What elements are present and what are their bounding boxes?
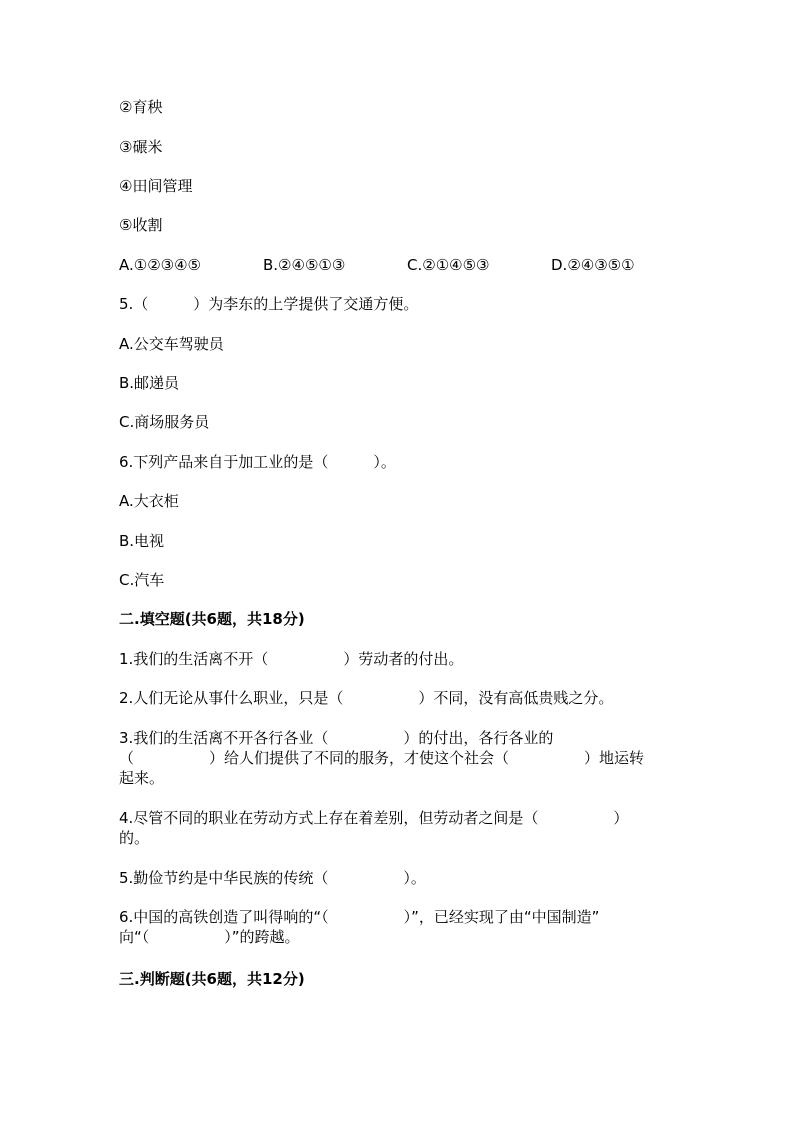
q6-option-c: C.汽车 — [119, 571, 165, 589]
fill-question-4-cont: 的。 — [119, 829, 150, 847]
q4-option-d: D.②④③⑤① — [551, 256, 635, 274]
q5-stem: 5.（ ）为李东的上学提供了交通方便。 — [119, 295, 419, 313]
q6-stem: 6.下列产品来自于加工业的是（ ）。 — [119, 453, 396, 471]
q6-option-b: B.电视 — [119, 532, 165, 550]
step-item: ④田间管理 — [119, 177, 193, 195]
fill-question-1: 1.我们的生活离不开（ ）劳动者的付出。 — [119, 650, 464, 668]
q4-option-c: C.②①④⑤③ — [407, 256, 490, 274]
fill-question-3-cont: （ ）给人们提供了不同的服务，才使这个社会（ ）地运转 — [119, 749, 645, 767]
section-heading: 二.填空题(共6题，共18分) — [119, 610, 305, 628]
step-item: ③碾米 — [119, 138, 163, 156]
fill-question-4: 4.尽管不同的职业在劳动方式上存在着差别，但劳动者之间是（ ） — [119, 809, 629, 827]
q4-option-b: B.②④⑤①③ — [263, 256, 346, 274]
fill-question-3-cont: 起来。 — [119, 769, 165, 787]
q5-option-a: A.公交车驾驶员 — [119, 335, 224, 353]
q6-option-a: A.大衣柜 — [119, 492, 179, 510]
step-item: ②育秧 — [119, 98, 163, 116]
fill-question-2: 2.人们无论从事什么职业，只是（ ）不同，没有高低贵贱之分。 — [119, 689, 614, 707]
section-heading: 三.判断题(共6题，共12分) — [119, 970, 305, 988]
q5-option-b: B.邮递员 — [119, 374, 180, 392]
fill-question-3: 3.我们的生活离不开各行各业（ ）的付出，各行各业的 — [119, 729, 554, 747]
q5-option-c: C.商场服务员 — [119, 413, 210, 431]
q4-option-a: A.①②③④⑤ — [119, 256, 202, 274]
step-item: ⑤收割 — [119, 216, 163, 234]
fill-question-6: 6.中国的高铁创造了叫得响的“（ ）”，已经实现了由“中国制造” — [119, 908, 600, 926]
fill-question-5: 5.勤俭节约是中华民族的传统（ ）。 — [119, 869, 426, 887]
fill-question-6-cont: 向“（ ）”的跨越。 — [119, 928, 300, 946]
